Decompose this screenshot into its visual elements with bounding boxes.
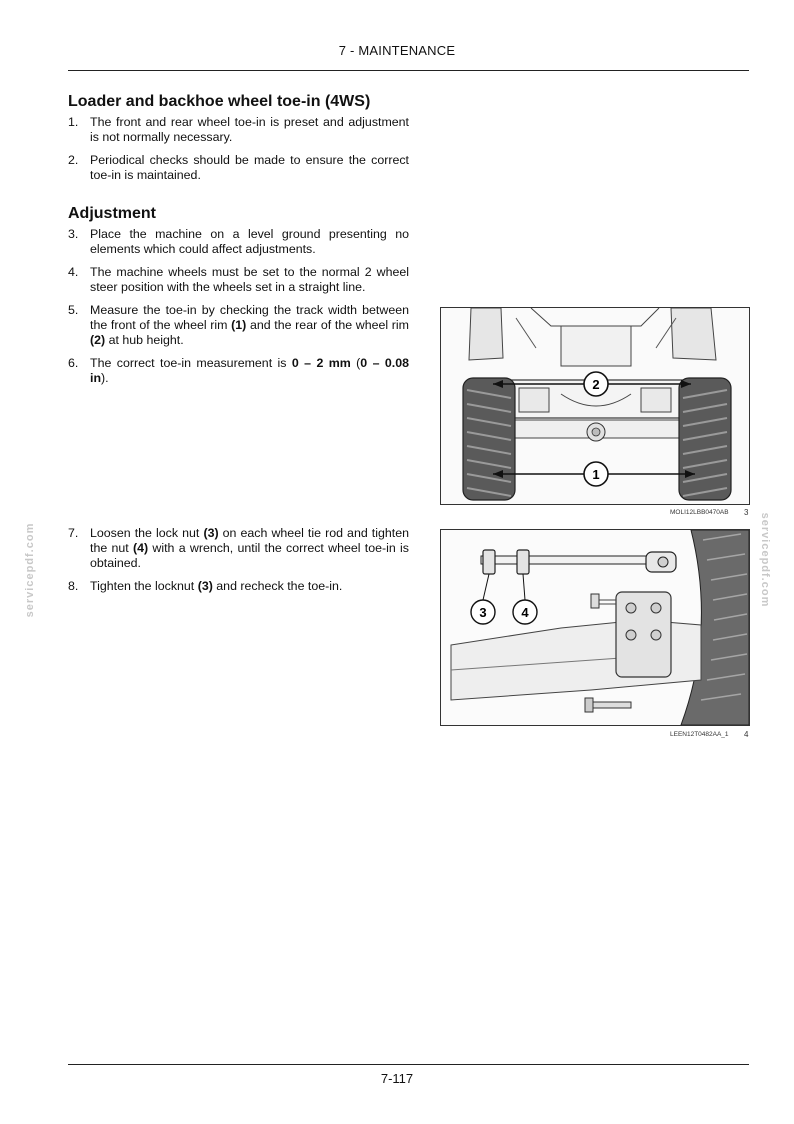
tie-rod-illustration (441, 530, 749, 725)
figure-3-reference: MOLI12LBB0470AB (670, 509, 729, 516)
section-heading: Adjustment (68, 205, 156, 222)
section-tie-rod (68, 526, 409, 594)
callout-3: 3 (479, 605, 487, 620)
list-item: 8. Tighten the locknut (3) and recheck the toe-in. (68, 579, 343, 593)
watermark-left: servicepdf.com (24, 522, 36, 618)
header-rule (68, 70, 749, 71)
section-adjustment (68, 204, 409, 386)
list-item: 2. Periodical checks should be made to ensure the correct toe-in is maintained. (68, 153, 409, 182)
page-number: 7-117 (380, 1071, 414, 1086)
figure-4-number: 4 (744, 730, 749, 739)
section-heading: Loader and backhoe wheel toe-in (4WS) (68, 93, 371, 110)
list-item: 3. Place the machine on a level ground presenting no elements which could affect adjustments. (68, 227, 409, 256)
section-toe-in (68, 92, 409, 183)
list-item: 5. Measure the toe-in by checking the track width between the front of the wheel rim (1) and the rear of the wheel rim (2) at hub height. (68, 303, 409, 347)
figure-tie-rod (440, 529, 750, 726)
list-item: 1. The front and rear wheel toe-in is preset and adjustment is not normally necessary. (68, 115, 409, 144)
list-item: 7. Loosen the lock nut (3) on each wheel tie rod and tighten the nut (4) with a wrench, until the correct wheel toe-in is obtained. (68, 526, 410, 570)
callout-2: 2 (592, 377, 600, 392)
instruction-list (68, 115, 409, 183)
figure-wheel-track (440, 307, 750, 505)
figure-3-number: 3 (744, 508, 749, 517)
instruction-list (68, 227, 409, 386)
callout-1: 1 (592, 467, 600, 482)
watermark-right: servicepdf.com (759, 512, 771, 608)
list-item: 6. The correct toe-in measurement is 0 – 2 mm (0 – 0.08 in). (68, 356, 409, 385)
figure-4-reference: LEEN12T0482AA_1 (670, 731, 729, 738)
list-item: 4. The machine wheels must be set to the normal 2 wheel steer position with the wheels set in a straight line. (68, 265, 409, 294)
footer-rule (68, 1064, 749, 1065)
wheel-track-illustration (441, 308, 749, 504)
page-header-title: 7 - MAINTENANCE (338, 43, 456, 58)
callout-4: 4 (521, 605, 529, 620)
instruction-list (68, 526, 409, 594)
